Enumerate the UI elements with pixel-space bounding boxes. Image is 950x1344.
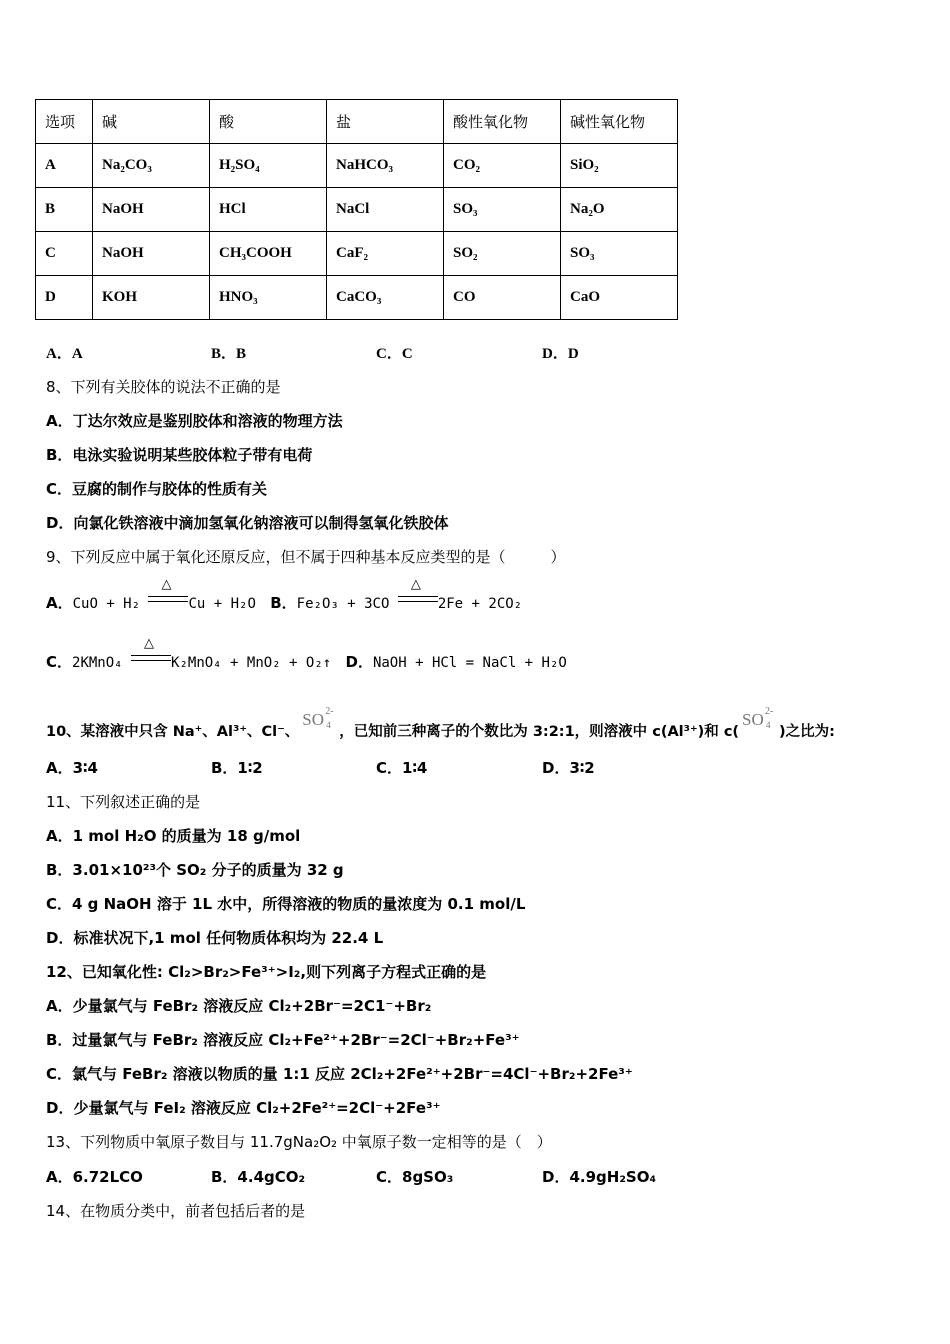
q9-option-a-products: Cu + H₂O xyxy=(188,596,256,612)
q12-option-b: B．过量氯气与 FeBr₂ 溶液反应 Cl₂+Fe²⁺+2Br⁻=2Cl⁻+Br₂+Fe³⁺ xyxy=(46,1031,520,1049)
table-cell: NaOH xyxy=(93,232,210,276)
heat-triangle-icon: △ xyxy=(410,577,421,592)
q9-option-c-products: K₂MnO₄ + MnO₂ + O₂↑ xyxy=(171,655,332,671)
sulfate-ion-formula xyxy=(739,708,779,732)
table-cell: CO xyxy=(444,276,561,320)
table-cell: D xyxy=(36,276,93,320)
table-cell: H₂SO₄ xyxy=(210,144,327,188)
sulfate-ion-symbol: SO xyxy=(302,710,324,729)
sulfate-ion-formula xyxy=(299,708,339,732)
q9-option-c-label: C． xyxy=(46,653,73,671)
q9-option-b-products: 2Fe + 2CO₂ xyxy=(437,596,523,612)
table-header-cell: 选项 xyxy=(36,100,93,144)
table-cell: Na₂CO₃ xyxy=(93,144,210,188)
table-header-row xyxy=(36,100,678,144)
table-cell: SO₂ xyxy=(444,232,561,276)
heat-equals-sign xyxy=(148,577,188,606)
q13-option-c: C．8gSO₃ xyxy=(376,1168,454,1186)
q11-option-b: B．3.01×10²³个 SO₂ 分子的质量为 32 g xyxy=(46,861,344,879)
table-cell: CO₂ xyxy=(444,144,561,188)
table-cell: NaCl xyxy=(327,188,444,232)
table-cell: C xyxy=(36,232,93,276)
table-cell: B xyxy=(36,188,93,232)
q8-option-b: B．电泳实验说明某些胶体粒子带有电荷 xyxy=(46,446,313,464)
sulfate-ion-subscript: 4 xyxy=(326,720,331,730)
q9-option-a-label: A． xyxy=(46,594,73,612)
q10-option-c: C．1∶4 xyxy=(376,759,428,777)
q10-stem-part1: 10、某溶液中只含 Na⁺、Al³⁺、Cl⁻、 xyxy=(46,724,300,740)
q9-stem: 9、下列反应中属于氧化还原反应，但不属于四种基本反应类型的是（ ） xyxy=(46,548,566,566)
table-cell: SO₃ xyxy=(561,232,678,276)
table-cell: Na₂O xyxy=(561,188,678,232)
q9-row-cd xyxy=(46,636,567,672)
q13-stem: 13、下列物质中氧原子数目与 11.7gNa₂O₂ 中氧原子数一定相等的是（ ） xyxy=(46,1133,552,1151)
table-cell: SiO₂ xyxy=(561,144,678,188)
q11-option-a: A．1 mol H₂O 的质量为 18 g/mol xyxy=(46,827,301,845)
q10-stem-part2: ，已知前三种离子的个数比为 3:2:1，则溶液中 c(Al³⁺)和 c( xyxy=(339,724,740,740)
table-header-cell: 盐 xyxy=(327,100,444,144)
q8-option-c: C．豆腐的制作与胶体的性质有关 xyxy=(46,480,268,498)
table-cell: HCl xyxy=(210,188,327,232)
q9-option-d-label: D． xyxy=(345,653,373,671)
table-cell: SO₃ xyxy=(444,188,561,232)
table-row xyxy=(36,144,678,188)
table-header-cell: 酸 xyxy=(210,100,327,144)
table-cell: CH₃COOH xyxy=(210,232,327,276)
table-row xyxy=(36,188,678,232)
q10-option-a: A．3∶4 xyxy=(46,759,98,777)
table-cell: CaO xyxy=(561,276,678,320)
heat-triangle-icon: △ xyxy=(144,636,155,651)
q12-option-d: D．少量氯气与 FeI₂ 溶液反应 Cl₂+2Fe²⁺=2Cl⁻+2Fe³⁺ xyxy=(46,1099,441,1117)
q7-option-a: A．A xyxy=(46,346,83,362)
table-cell: KOH xyxy=(93,276,210,320)
table-header-cell: 酸性氧化物 xyxy=(444,100,561,144)
q11-option-c: C．4 g NaOH 溶于 1L 水中，所得溶液的物质的量浓度为 0.1 mol/L xyxy=(46,895,526,913)
q9-option-a-reactants: CuO + H₂ xyxy=(72,596,149,612)
classification-table xyxy=(35,99,678,320)
q7-option-c: C．C xyxy=(376,346,413,362)
q8-stem: 8、下列有关胶体的说法不正确的是 xyxy=(46,378,281,396)
q9-option-d-equation: NaOH + HCl = NaCl + H₂O xyxy=(372,655,567,671)
q13-option-a: A．6.72LCO xyxy=(46,1168,143,1186)
table-row xyxy=(36,232,678,276)
heat-equals-sign xyxy=(398,577,438,606)
sulfate-ion-symbol: SO xyxy=(742,710,764,729)
q10-option-b: B．1∶2 xyxy=(211,759,263,777)
q12-stem: 12、已知氧化性: Cl₂>Br₂>Fe³⁺>I₂,则下列离子方程式正确的是 xyxy=(46,963,487,981)
q8-option-a: A．丁达尔效应是鉴别胶体和溶液的物理方法 xyxy=(46,412,343,430)
q9-option-b-label: B． xyxy=(270,594,297,612)
sulfate-ion-charge: 2- xyxy=(325,706,334,717)
sulfate-ion-subscript: 4 xyxy=(766,720,771,730)
table-cell: A xyxy=(36,144,93,188)
q13-option-d: D．4.9gH₂SO₄ xyxy=(542,1168,657,1186)
q10-option-d: D．3∶2 xyxy=(542,759,595,777)
table-cell: HNO₃ xyxy=(210,276,327,320)
q9-option-b-reactants: Fe₂O₃ + 3CO xyxy=(296,596,398,612)
sulfate-ion-charge: 2- xyxy=(765,706,774,717)
table-cell: NaHCO₃ xyxy=(327,144,444,188)
table-cell: NaOH xyxy=(93,188,210,232)
q11-stem: 11、下列叙述正确的是 xyxy=(46,793,201,811)
heat-equals-sign xyxy=(131,636,171,665)
table-header-cell: 碱 xyxy=(93,100,210,144)
heat-triangle-icon: △ xyxy=(161,577,172,592)
table-cell: CaF₂ xyxy=(327,232,444,276)
table-row xyxy=(36,276,678,320)
table-header-cell: 碱性氧化物 xyxy=(561,100,678,144)
q9-row-ab xyxy=(46,577,523,613)
q9-option-c-reactants: 2KMnO₄ xyxy=(72,655,132,671)
q13-option-b: B．4.4gCO₂ xyxy=(211,1168,306,1186)
q7-option-d: D．D xyxy=(542,346,579,362)
q12-option-a: A．少量氯气与 FeBr₂ 溶液反应 Cl₂+2Br⁻=2C1⁻+Br₂ xyxy=(46,997,432,1015)
q10-stem-part3: )之比为: xyxy=(779,724,835,740)
table-cell: CaCO₃ xyxy=(327,276,444,320)
q8-option-d: D．向氯化铁溶液中滴加氢氧化钠溶液可以制得氢氧化铁胶体 xyxy=(46,514,449,532)
q14-stem: 14、在物质分类中，前者包括后者的是 xyxy=(46,1202,306,1220)
q10-stem xyxy=(46,708,835,741)
q11-option-d: D．标准状况下,1 mol 任何物质体积均为 22.4 L xyxy=(46,929,384,947)
q12-option-c: C．氯气与 FeBr₂ 溶液以物质的量 1:1 反应 2Cl₂+2Fe²⁺+2Br⁻=4Cl⁻+Br₂+2Fe³⁺ xyxy=(46,1065,633,1083)
q7-option-b: B．B xyxy=(211,346,247,362)
